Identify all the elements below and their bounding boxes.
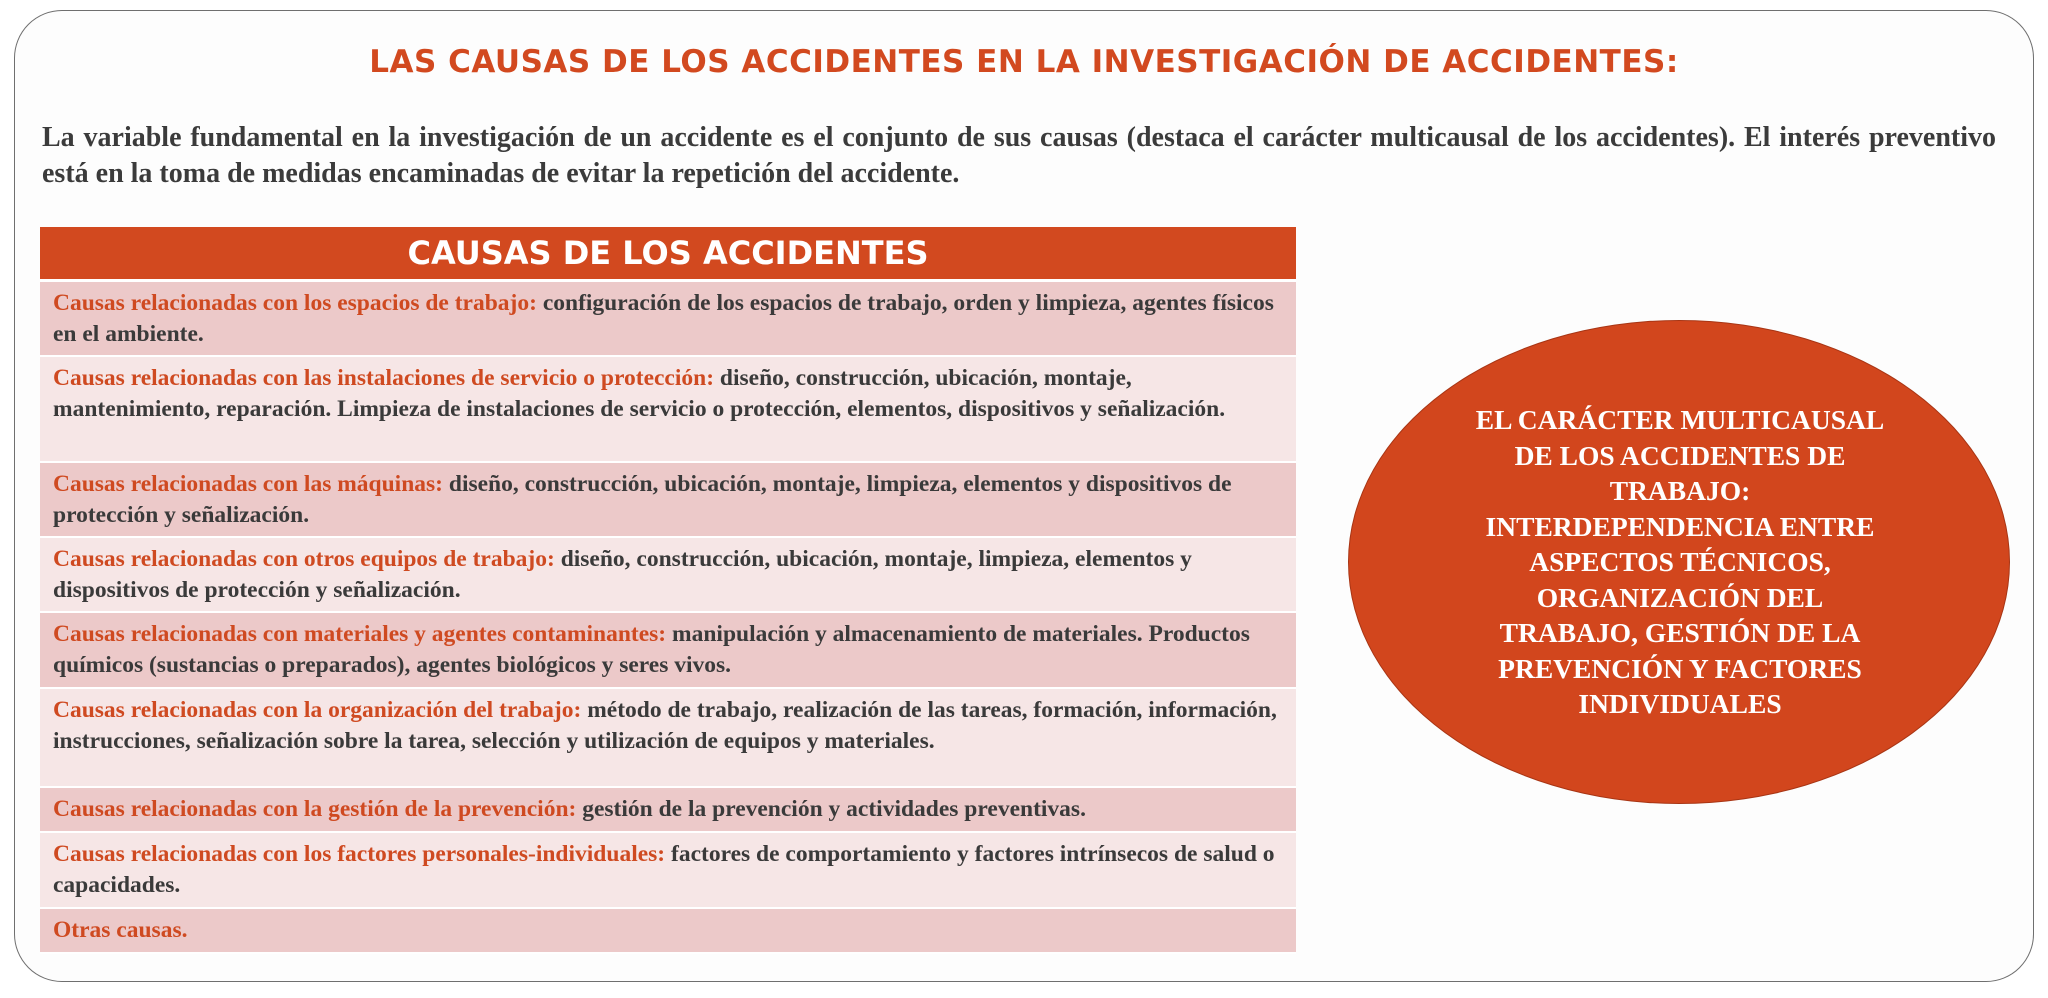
row-lead: Causas relacionadas con materiales y agentes contaminantes: (53, 621, 667, 647)
table-row (40, 282, 1296, 357)
row-text: configuración de los espacios de trabajo, orden y limpieza, agentes físicos en el ambiente. (53, 290, 1274, 347)
row-text: diseño, construcción, ubicación, montaje, limpieza, elementos y dispositivos de protección y señalización. (53, 546, 1192, 603)
table-row (40, 909, 1296, 954)
row-lead: Causas relacionadas con la organización del trabajo: (53, 697, 582, 723)
causes-table (40, 227, 1296, 954)
table-row (40, 538, 1296, 613)
row-lead: Causas relacionadas con la gestión de la prevención: (53, 796, 577, 822)
row-text: gestión de la prevención y actividades preventivas. (576, 796, 1086, 822)
row-lead: Causas relacionadas con las máquinas: (53, 471, 443, 497)
slide-title: LAS CAUSAS DE LOS ACCIDENTES EN LA INVESTIGACIÓN DE ACCIDENTES: (369, 44, 1679, 80)
intro-paragraph: La variable fundamental en la investigación de un accidente es el conjunto de sus causas (destaca el carácter multicausal de los accidentes). El interés preventivo está en la toma de medidas encaminadas de evitar la repetición del accidente. (42, 122, 1996, 189)
oval-line: EL CARÁCTER MULTICAUSAL (1475, 404, 1885, 435)
oval-line: ASPECTOS TÉCNICOS, (1529, 546, 1831, 577)
oval-line: INTERDEPENDENCIA ENTRE (1485, 510, 1875, 542)
table-row (40, 788, 1296, 833)
row-text: manipulación y almacenamiento de materiales. Productos químicos (sustancias o preparados), agentes biológicos y seres vivos. (53, 621, 1250, 678)
row-text: diseño, construcción, ubicación, montaje, mantenimiento, reparación. Limpieza de instalaciones de servicio o protección, elementos, dispositivos y señalización. (53, 365, 1226, 422)
table-row (40, 357, 1296, 463)
oval-line: TRABAJO, GESTIÓN DE LA (1499, 617, 1861, 648)
row-lead: Causas relacionadas con los espacios de trabajo: (53, 290, 537, 316)
row-text: factores de comportamiento y factores intrínsecos de salud o capacidades. (53, 841, 1275, 898)
oval-text (1440, 402, 1920, 722)
table-row (40, 463, 1296, 538)
row-lead: Causas relacionadas con otros equipos de trabajo: (53, 546, 555, 572)
oval-line: ORGANIZACIÓN DEL (1536, 581, 1824, 613)
table-row (40, 613, 1296, 689)
oval-line: TRABAJO: (1609, 475, 1751, 506)
table-row (40, 689, 1296, 788)
table-row (40, 833, 1296, 909)
row-text: método de trabajo, realización de las tareas, formación, información, instrucciones, señalización sobre la tarea, selección y utilización de equipos y materiales. (53, 697, 1277, 754)
row-lead: Otras causas. (53, 917, 188, 943)
oval-line: INDIVIDUALES (1578, 688, 1782, 719)
oval-line: DE LOS ACCIDENTES DE (1514, 439, 1846, 471)
oval-line: PREVENCIÓN Y FACTORES (1498, 652, 1862, 684)
row-text: diseño, construcción, ubicación, montaje, limpieza, elementos y dispositivos de protección y señalización. (53, 471, 1232, 528)
row-lead: Causas relacionadas con las instalaciones de servicio o protección: (53, 365, 715, 391)
row-lead: Causas relacionadas con los factores personales-individuales: (53, 841, 666, 867)
table-header: CAUSAS DE LOS ACCIDENTES (40, 227, 1296, 282)
